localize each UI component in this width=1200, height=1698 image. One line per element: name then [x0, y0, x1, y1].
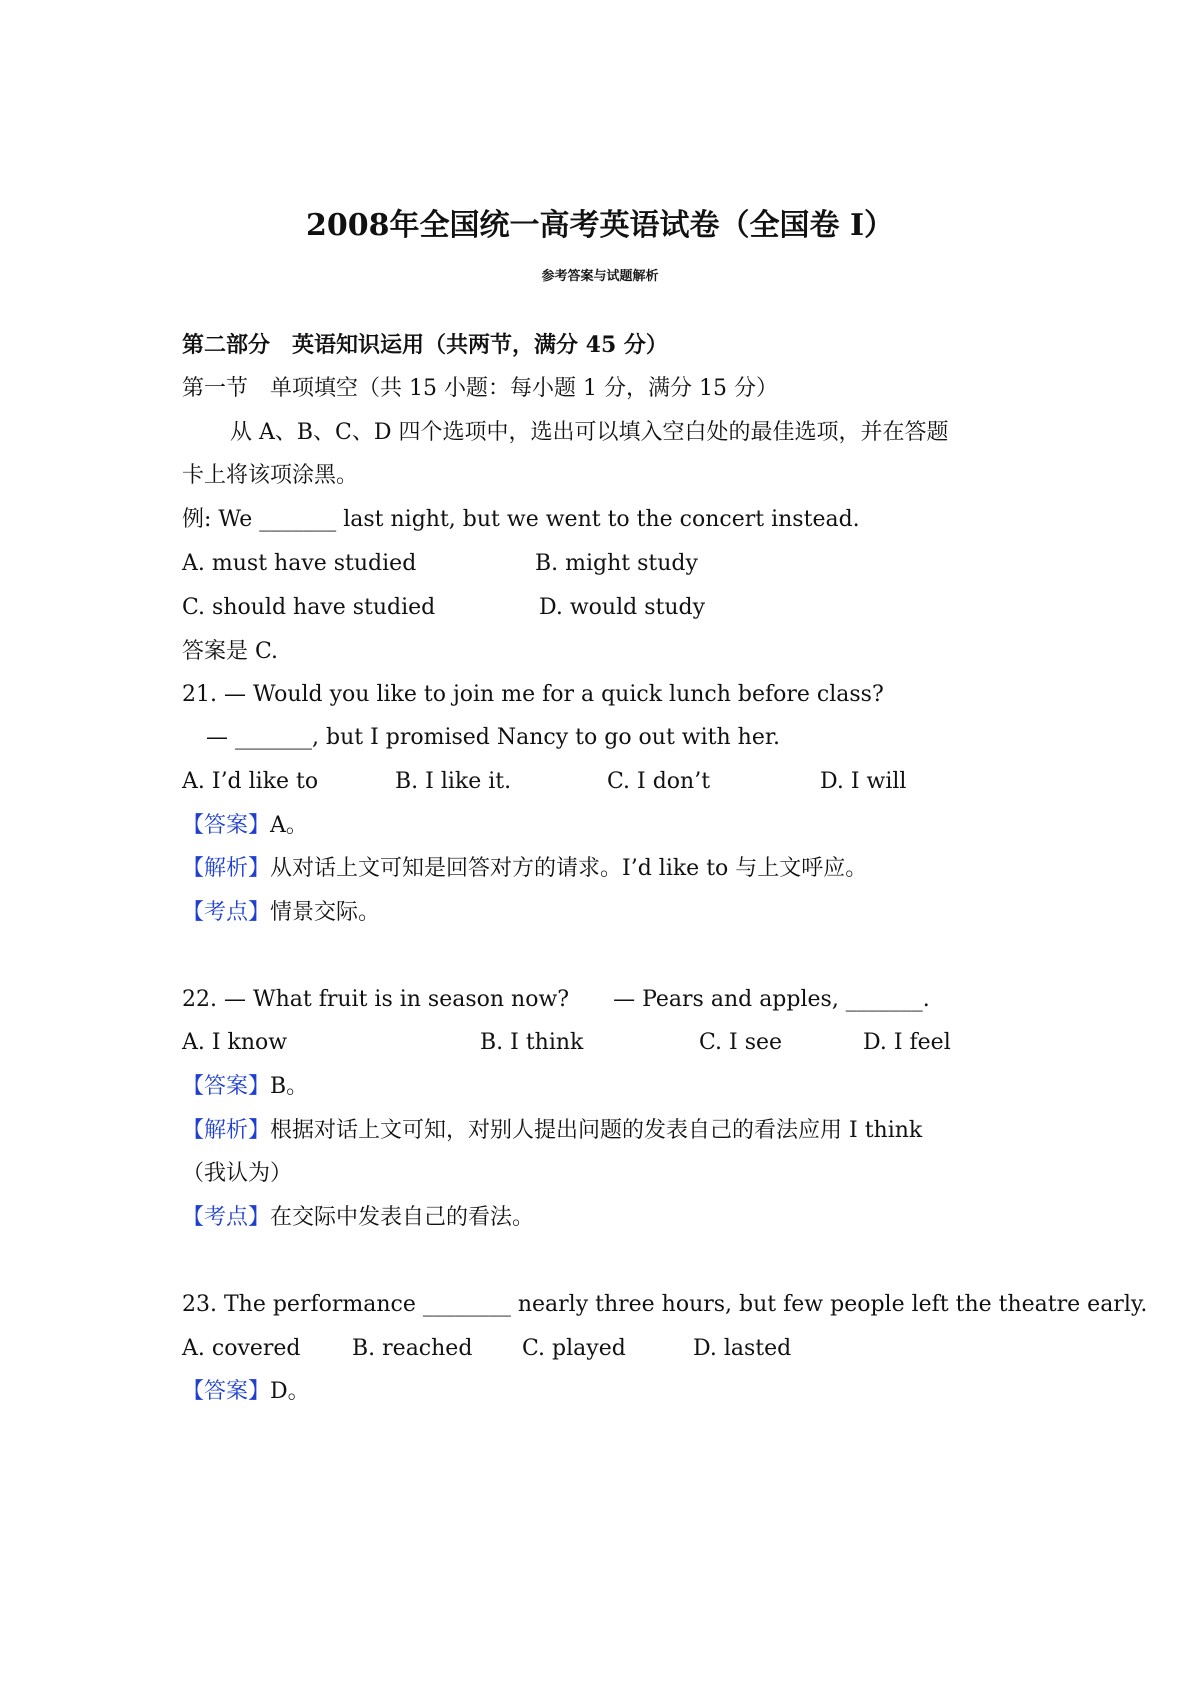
- part-heading: 第二部分 英语知识运用（共两节，满分 45 分）: [182, 332, 668, 358]
- q22-analysis-line: [182, 1116, 922, 1146]
- q22-analysis-cont: （我认为）: [182, 1161, 293, 1186]
- example-answer: 答案是 C.: [182, 639, 279, 664]
- answer-tag: 【答案】: [182, 813, 271, 838]
- q22-point-line: [182, 1203, 534, 1233]
- q23-answer-line: [182, 1377, 310, 1407]
- example-option-d: D. would study: [539, 595, 706, 620]
- q21-analysis-line: [182, 854, 867, 884]
- q22-option-c: C. I see: [699, 1030, 783, 1055]
- q21-option-c: C. I don’t: [607, 769, 711, 794]
- q21-stem-1: 21. — Would you like to join me for a quick lunch before class?: [182, 682, 884, 707]
- q21-point-line: [182, 898, 380, 928]
- q22-option-d: D. I feel: [863, 1030, 951, 1055]
- example-stem: 例: We _______ last night, but we went to the concert instead.: [182, 507, 860, 532]
- instruction-line-1: 从 A、B、C、D 四个选项中，选出可以填入空白处的最佳选项，并在答题: [230, 420, 949, 445]
- analysis-tag: 【解析】: [182, 1118, 271, 1143]
- q21-answer: A。: [270, 813, 308, 838]
- page-title: 2008年全国统一高考英语试卷（全国卷 I）: [306, 208, 894, 243]
- q23-answer: D。: [270, 1379, 310, 1404]
- q23-stem: 23. The performance ________ nearly three hours, but few people left the theatre early.: [182, 1292, 1148, 1317]
- q21-stem-2: — _______, but I promised Nancy to go out with her.: [206, 725, 780, 750]
- q22-point: 在交际中发表自己的看法。: [270, 1205, 535, 1230]
- q23-option-d: D. lasted: [693, 1336, 792, 1361]
- point-tag: 【考点】: [182, 1205, 271, 1230]
- q23-option-a: A. covered: [182, 1336, 301, 1361]
- point-tag: 【考点】: [182, 900, 271, 925]
- example-option-b: B. might study: [535, 551, 698, 576]
- answer-tag: 【答案】: [182, 1379, 271, 1404]
- analysis-tag: 【解析】: [182, 856, 271, 881]
- q22-analysis: 根据对话上文可知，对别人提出问题的发表自己的看法应用 I think: [270, 1118, 923, 1143]
- q23-option-c: C. played: [522, 1336, 626, 1361]
- q22-option-a: A. I know: [182, 1030, 288, 1055]
- q22-stem: 22. — What fruit is in season now? — Pears and apples, _______.: [182, 987, 930, 1012]
- answer-tag: 【答案】: [182, 1074, 271, 1099]
- q21-answer-line: [182, 811, 308, 841]
- q23-option-b: B. reached: [352, 1336, 473, 1361]
- example-option-a: A. must have studied: [182, 551, 417, 576]
- q21-option-a: A. I’d like to: [182, 769, 319, 794]
- page-subtitle: 参考答案与试题解析: [541, 269, 659, 284]
- q22-option-b: B. I think: [480, 1030, 584, 1055]
- q22-answer-line: [182, 1072, 308, 1102]
- q21-option-b: B. I like it.: [395, 769, 512, 794]
- example-option-c: C. should have studied: [182, 595, 436, 620]
- q21-option-d: D. I will: [820, 769, 907, 794]
- q22-answer: B。: [270, 1074, 309, 1099]
- q21-analysis: 从对话上文可知是回答对方的请求。I’d like to 与上文呼应。: [270, 856, 868, 881]
- q21-point: 情景交际。: [270, 900, 381, 925]
- instruction-line-2: 卡上将该项涂黑。: [182, 463, 359, 488]
- section-heading: 第一节 单项填空（共 15 小题：每小题 1 分，满分 15 分）: [182, 376, 778, 401]
